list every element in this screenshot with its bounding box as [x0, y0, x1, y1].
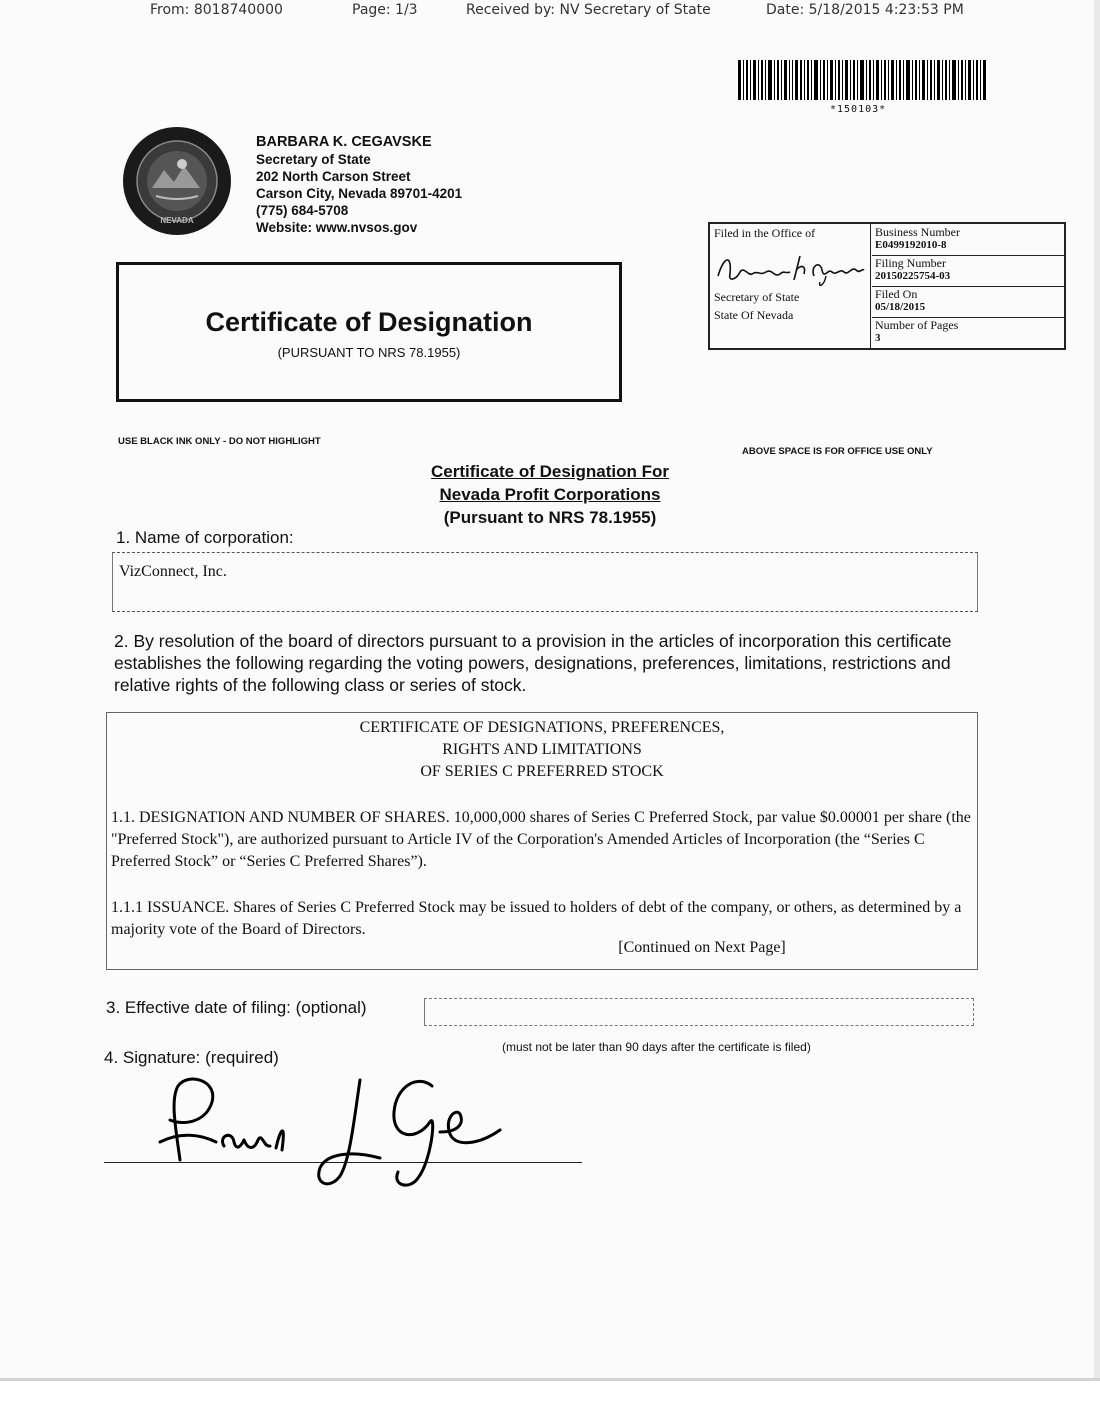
filed-in-office-label: Filed in the Office of: [714, 226, 816, 240]
filing-number-label: Filing Number: [875, 256, 946, 270]
ink-instruction: USE BLACK INK ONLY - DO NOT HIGHLIGHT: [118, 436, 321, 447]
business-number-cell: [872, 224, 1064, 256]
certificate-title: Certificate of Designation: [205, 307, 533, 337]
effective-date-note: (must not be later than 90 days after the certificate is filed): [502, 1040, 811, 1054]
barcode-number: *150103*: [830, 104, 887, 115]
sos-title: Secretary of State: [256, 152, 371, 167]
secretary-signature-icon: [714, 246, 866, 290]
scan-edge-right: [1094, 0, 1100, 1380]
number-of-pages-label: Number of Pages: [875, 318, 959, 332]
fax-header: [0, 0, 1100, 22]
corporation-name-label: 1. Name of corporation:: [116, 528, 294, 547]
filed-on-label: Filed On: [875, 287, 918, 301]
sos-city: Carson City, Nevada 89701-4201: [256, 186, 463, 201]
issuance-paragraph: 1.1.1 ISSUANCE. Shares of Series C Preferred Stock may be issued to holders of debt of the company, or others, as determined by a majority vote of the Board of Directors.: [111, 899, 962, 938]
form-heading-line1: Certificate of Designation For: [430, 462, 670, 481]
corporation-name-field[interactable]: [112, 552, 978, 612]
scan-edge-bottom: [0, 1378, 1100, 1427]
effective-date-field[interactable]: [424, 998, 974, 1026]
sos-website: Website: www.nvsos.gov: [256, 220, 418, 235]
certificate-title-box: [116, 262, 622, 402]
designation-heading-line3: OF SERIES C PREFERRED STOCK: [420, 763, 664, 780]
filed-secretary-label: Secretary of State: [714, 290, 800, 304]
form-heading-line3: (Pursuant to NRS 78.1955): [443, 508, 657, 527]
filed-on-cell: [872, 286, 1064, 318]
form-heading-line2: Nevada Profit Corporations: [439, 485, 661, 504]
seal-text: NEVADA: [160, 216, 194, 225]
designation-paragraph-1: 1.1. DESIGNATION AND NUMBER OF SHARES. 10,000,000 shares of Series C Preferred Stock, par value $0.00001 per share (the "Preferred Stock"), are authorized pursuant to Article IV of the Corporation's Amended Articles of Incorporation (the “Series C Preferred Stock” or “Series C Preferred Shares”).: [111, 809, 971, 870]
fax-received-by: Received by: NV Secretary of State: [466, 2, 711, 18]
nevada-seal-icon: [122, 126, 232, 236]
secretary-of-state-block: [256, 134, 462, 236]
sos-street: 202 North Carson Street: [256, 169, 411, 184]
filing-stamp-table: [708, 222, 1066, 350]
sos-phone: (775) 684-5708: [256, 203, 349, 218]
business-number-label: Business Number: [875, 225, 960, 239]
filed-office-cell: [710, 224, 871, 348]
filing-details: [872, 224, 1064, 348]
office-use-note: ABOVE SPACE IS FOR OFFICE USE ONLY: [742, 446, 933, 457]
number-of-pages-cell: [872, 317, 1064, 348]
designation-heading-line2: RIGHTS AND LIMITATIONS: [442, 741, 642, 758]
number-of-pages-value: 3: [875, 332, 881, 344]
effective-date-label: 3. Effective date of filing: (optional): [106, 998, 367, 1017]
filing-number-cell: [872, 255, 1064, 287]
certificate-subtitle: (PURSUANT TO NRS 78.1955): [277, 345, 461, 360]
signature-label: 4. Signature: (required): [104, 1048, 279, 1067]
filed-on-value: 05/18/2015: [875, 301, 926, 313]
filed-state-label: State Of Nevada: [714, 308, 794, 322]
designation-heading-line1: CERTIFICATE OF DESIGNATIONS, PREFERENCES,: [359, 719, 725, 736]
continued-note: [Continued on Next Page]: [618, 939, 786, 956]
form-heading: [0, 460, 1100, 529]
sos-name: BARBARA K. CEGAVSKE: [256, 134, 432, 150]
fax-from: From: 8018740000: [150, 2, 283, 18]
designation-text-field[interactable]: [106, 712, 978, 970]
barcode-graphic: [738, 60, 986, 100]
filing-number-value: 20150225754-03: [875, 270, 951, 282]
fax-date: Date: 5/18/2015 4:23:53 PM: [766, 2, 964, 18]
signature-icon: [140, 1050, 520, 1200]
resolution-statement: 2. By resolution of the board of directors pursuant to a provision in the articles of incorporation this certificate establishes the following regarding the voting powers, designations, preferences, limitations, restrictions and relative rights of the following class or series of stock.: [114, 631, 952, 695]
fax-page: Page: 1/3: [352, 2, 418, 18]
corporation-name-value: VizConnect, Inc.: [119, 563, 227, 580]
business-number-value: E0499192010-8: [875, 239, 947, 251]
